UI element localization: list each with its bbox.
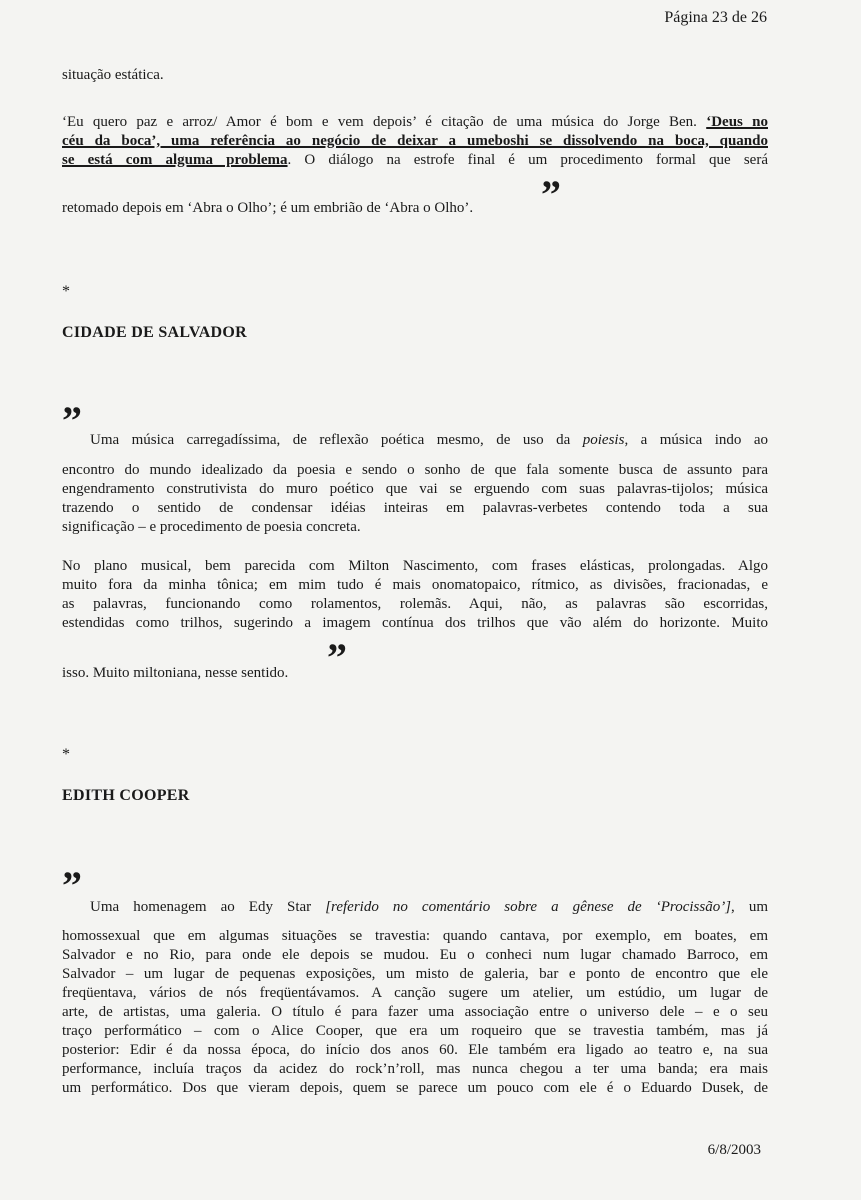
text-line [62,113,768,133]
italic-term: poiesis [582,432,625,448]
section-heading: EDITH COOPER [62,787,190,804]
text-line [90,898,768,918]
text-line: um performático. Dos que vieram depois, quem se parece um pouco com ele é o Eduardo Dusek, de [62,1080,768,1096]
text-run: Uma música carregadíssima, de reflexão poética mesmo, de uso da [90,432,583,448]
text-line: muito fora da minha tônica; em mim tudo é mais onomatopaico, rítmico, as divisões, fracionadas, e [62,577,768,593]
text-line: as palavras, funcionando como rolamentos, rolemãs. Aqui, não, as palavras são escorridas, [62,596,768,612]
footer-date: 6/8/2003 [707,1142,761,1158]
text-line: traço performático – com o Alice Cooper, que era um roqueiro que se travestia também, mas já [62,1023,768,1039]
underlined-emphasis: céu da boca’, uma referência ao negócio de deixar a umeboshi se dissolvendo na boca, quando [62,133,768,149]
underlined-emphasis: se está com alguma problema [62,152,288,168]
text-line: performance, incluía traços da acidez do rock’n’roll, mas nunca chegou a ter uma banda; era mais [62,1061,768,1077]
text-line: Salvador e no Rio, para onde ele depois se mudou. Eu o conheci num lugar chamado Barroco, em [62,947,768,963]
text-line: Salvador – um lugar de pequenas exposições, um misto de galeria, bar e ponto de encontro que ele [62,966,768,982]
text-line: trazendo o sentido de condensar idéias inteiras em palavras-verbetes contendo toda a sua [62,500,768,516]
text-line: No plano musical, bem parecida com Milton Nascimento, com frases elásticas, prolongadas. Algo [62,558,768,574]
text-line: posterior: Edir é da nossa época, do início dos anos 60. Ele também era ligado ao teatro e, na sua [62,1042,768,1058]
text-line: isso. Muito miltoniana, nesse sentido. [62,665,289,681]
page-number: Página 23 de 26 [664,9,767,26]
text-line [90,431,768,451]
text-line: situação estática. [62,67,164,83]
text-line: arte, de artistas, uma galeria. O título é para fazer uma associação entre o universo dele – e o seu [62,1004,768,1020]
text-line: engendramento construtivista do muro poético que vai se erguendo com suas palavras-tijolos; música [62,481,768,497]
text-line: significação – e procedimento de poesia concreta. [62,519,361,535]
section-heading: CIDADE DE SALVADOR [62,324,248,341]
closing-quote-mark: ” [327,635,347,680]
text-line: homossexual que em algumas situações se travestia: quando cantava, por exemplo, em boates, em [62,928,768,944]
separator-asterisk: * [62,283,70,300]
text-line [62,151,768,171]
text-run: , um [731,899,769,915]
text-line: encontro do mundo idealizado da poesia e sendo o sonho de que fala somente busca de assunto para [62,462,768,478]
closing-quote-mark: ” [541,172,561,217]
text-run: ‘Eu quero paz e arroz/ Amor é bom e vem depois’ é citação de uma música do Jorge Ben. [62,114,707,130]
underlined-emphasis: ‘Deus no [706,114,768,130]
text-line: retomado depois em ‘Abra o Olho’; é um embrião de ‘Abra o Olho’. [62,200,474,216]
opening-quote-mark: ” [62,863,82,908]
text-run: Uma homenagem ao Edy Star [90,899,326,915]
text-line: estendidas como trilhos, sugerindo a imagem contínua dos trilhos que vão além do horizonte. Muito [62,615,768,631]
text-line: freqüentava, vários de nós freqüentávamos. A canção sugere um atelier, um estúdio, um lugar de [62,985,768,1001]
opening-quote-mark: ” [62,398,82,443]
italic-note: [referido no comentário sobre a gênese de ‘Procissão’] [325,899,732,915]
text-run: , a música indo ao [624,432,768,448]
separator-asterisk: * [62,746,70,763]
text-line [62,132,768,152]
text-run: . O diálogo na estrofe final é um procedimento formal que será [287,152,768,168]
